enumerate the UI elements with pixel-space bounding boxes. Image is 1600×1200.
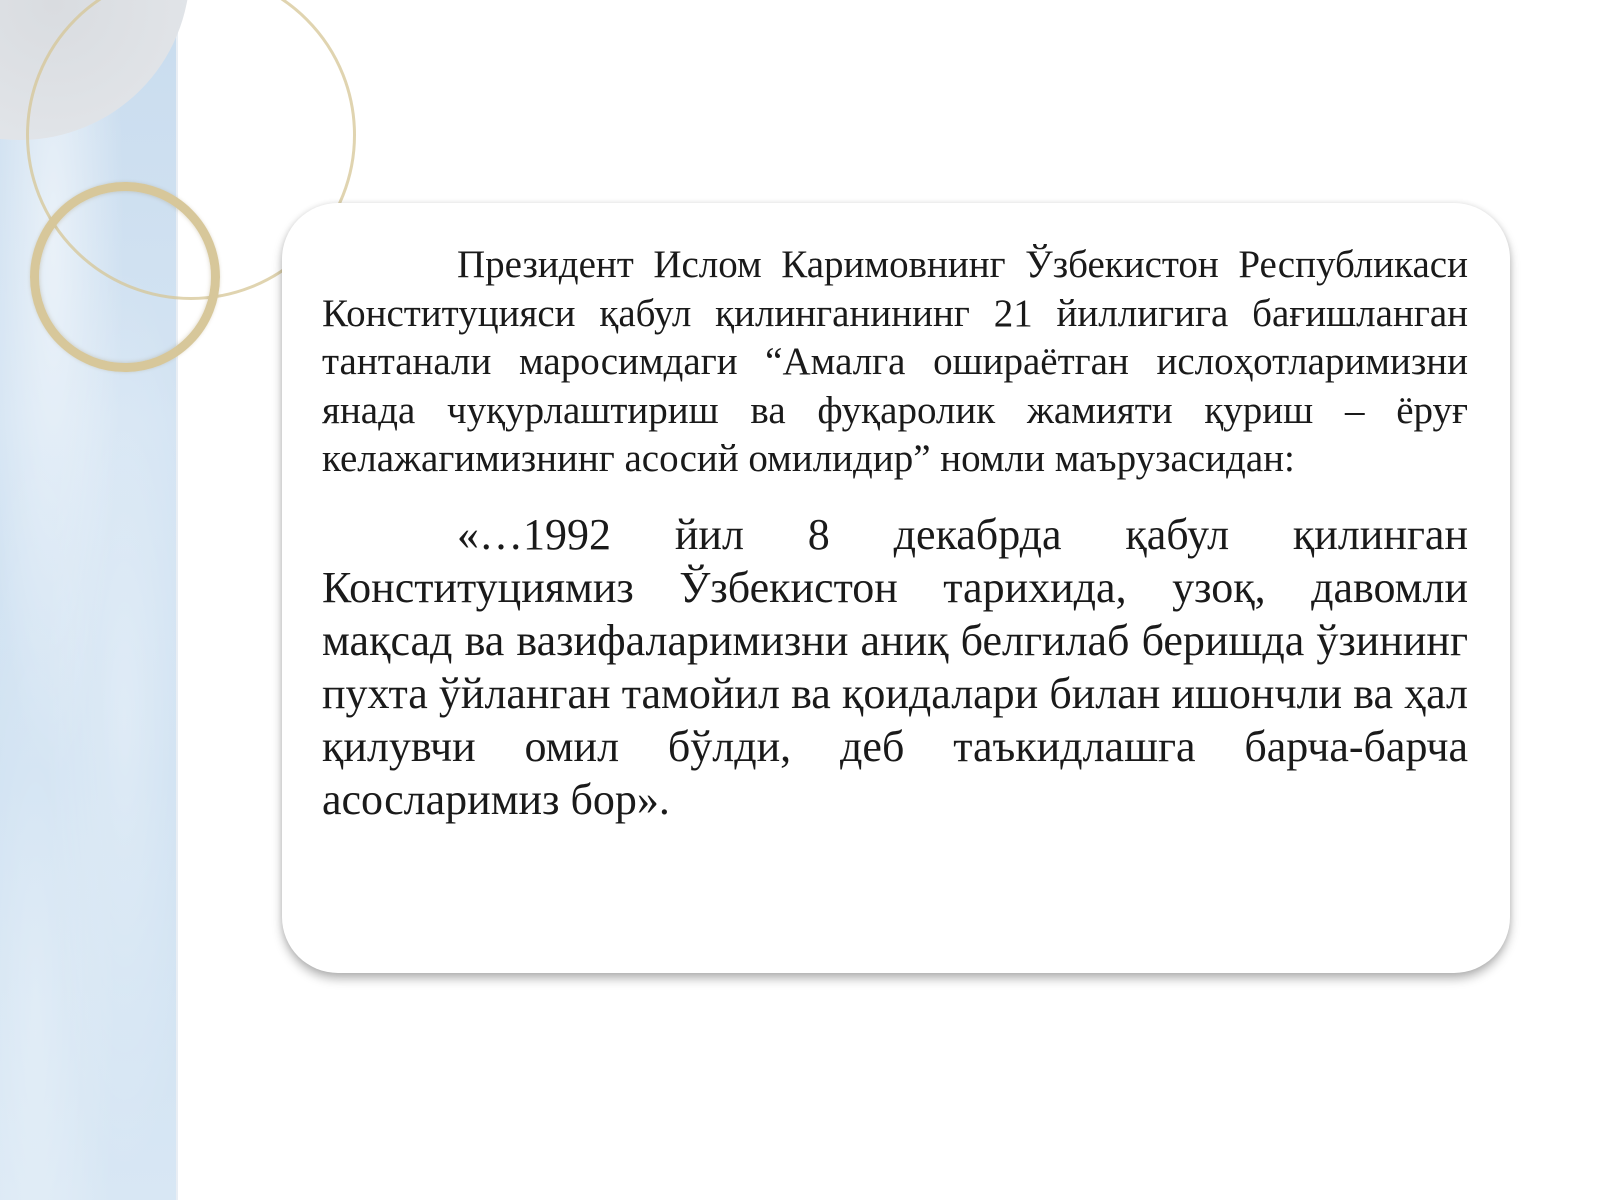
decorative-ring-small — [30, 182, 220, 372]
quote-paragraph: «…1992 йил 8 декабрда қабул қилинган Конституциямиз Ўзбекистон тарихида, узоқ, давомли мақсад ва вазифаларимизни аниқ белгилаб беришда ўзининг пухта ўйланган тамойил ва қоидалари билан ишончли ва ҳал қилувчи омил бўлди, деб таъкидлашга барча-барча асосларимиз бор». — [322, 509, 1468, 824]
text-card — [282, 203, 1510, 973]
intro-paragraph: Президент Ислом Каримовнинг Ўзбекистон Республикаси Конституцияси қабул қилинганининг 21 йиллигига бағишланган тантанали маросимдаги “Амалга ошираётган ислоҳотларимизни янада чуқурлаштириш ва фуқаролик жамияти қуриш – ёруғ келажагимизнинг асосий омилидир” номли маърузасидан: — [322, 243, 1468, 480]
